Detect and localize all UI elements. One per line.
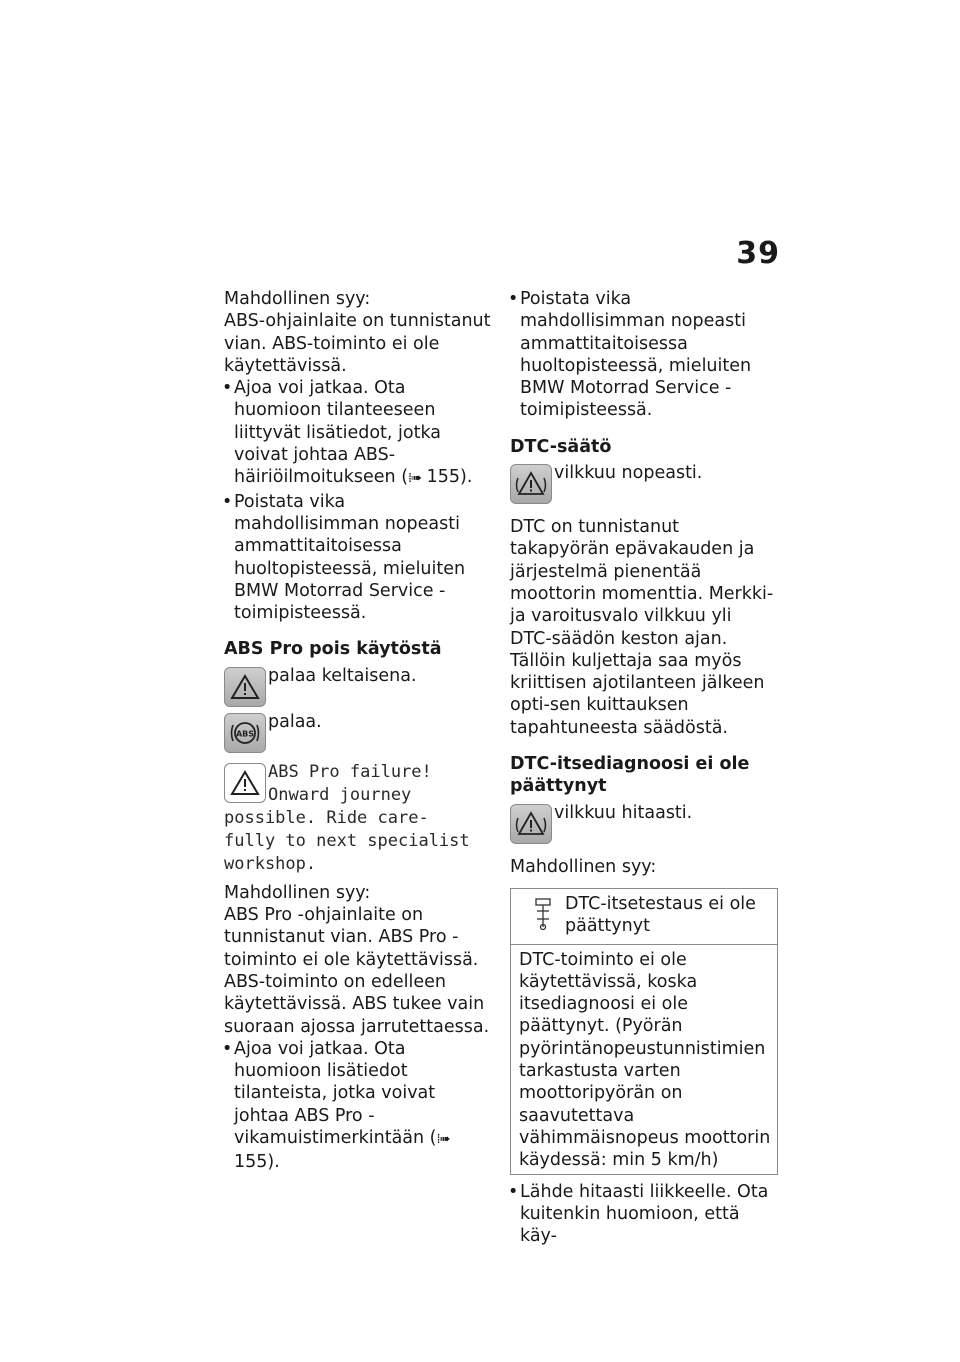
warning-light-row (224, 665, 492, 707)
abs-icon (224, 713, 266, 753)
info-box (510, 888, 778, 1175)
dtc-light-row (510, 462, 778, 504)
dtc-icon (510, 464, 552, 504)
dtc-light-text: vilkkuu nopeasti. (554, 463, 703, 484)
cause-text: ABS-ohjainlaite on tunnistanut vian. ABS-toiminto ei ole käytettävissä. (224, 311, 491, 376)
right-column (510, 288, 778, 1247)
left-column (224, 288, 492, 1174)
bullet-item: • Poistata vika mahdollisimman nopeasti ammattitaitoisessa huoltopisteessä, mieluiten BMW Motorrad Service -toimipisteessä. (224, 491, 492, 625)
cause-label: Mahdollinen syy: (224, 289, 371, 309)
diagnosis-light-row (510, 802, 778, 844)
display-message-row (224, 761, 492, 807)
reference-arrow-icon: ⁞➠ (408, 471, 422, 487)
cause-label: Mahdollinen syy: (224, 882, 371, 903)
display-message-continued: possible. Ride care- fully to next specialist workshop. (224, 807, 470, 874)
abs-pro-heading: ABS Pro pois käytöstä (224, 639, 442, 660)
cause-label: Mahdollinen syy: (510, 856, 657, 877)
measuring-tool-icon (521, 893, 565, 938)
bullet-item: • Poistata vika mahdollisimman nopeasti ammattitaitoisessa huoltopisteessä, mieluiten BMW Motorrad Service -toimipisteessä. (510, 288, 778, 422)
abs-light-row (224, 711, 492, 753)
info-box-body: DTC-toiminto ei ole käytettävissä, koska itsediagnoosi ei ole päättynyt. (Pyörän pyörintänopeustunnistimien tarkastusta varten moottoripyörän on saavutettava vähimmäisnopeus moottorin käydessä: min 5 km/h) (519, 949, 771, 1171)
svg-text:ABS: ABS (235, 729, 255, 739)
warning-light-text: palaa keltaisena. (268, 665, 417, 686)
info-box-title: DTC-itsetestaus ei ole päättynyt (565, 893, 756, 937)
reference-arrow-icon: ⁞➠ (436, 1132, 450, 1148)
warning-triangle-icon (224, 763, 266, 803)
diagnosis-light-text: vilkkuu hitaasti. (554, 802, 693, 823)
dtc-icon (510, 804, 552, 844)
bullet-item: • Ajoa voi jatkaa. Ota huomioon lisätiedot tilanteista, jotka voivat johtaa ABS Pro -vikamuistimerkintään (⁞➠ 155). (224, 1038, 492, 1174)
bullet-item: • Ajoa voi jatkaa. Ota huomioon tilanteeseen liittyvät lisätiedot, jotka voivat johtaa ABS-häiriöilmoitukseen (⁞➠ 155). (224, 377, 492, 490)
diagnosis-heading: DTC-itsediagnoosi ei ole päättynyt (510, 754, 750, 797)
warning-triangle-icon (224, 667, 266, 707)
abs-light-text: palaa. (268, 711, 322, 732)
display-message: ABS Pro failure! Onward journey (268, 761, 432, 805)
page-number: 39 (736, 236, 780, 271)
cause-text: ABS Pro -ohjainlaite on tunnistanut vian. ABS Pro -toiminto ei ole käytettävissä. ABS-toiminto on edelleen käytettävissä. ABS tukee vain suoraan ajossa jarrutettaessa. (224, 905, 490, 1037)
dtc-paragraph: DTC on tunnistanut takapyörän epävakauden ja järjestelmä pienentää moottorin momenttia. Merkki- ja varoitusvalo vilkkuu yli DTC-säädön keston ajan. Tällöin kuljettaja saa myös kriittisen ajotilanteen jälkeen opti-sen kuittauksen tapahtuneesta säädöstä. (510, 517, 774, 738)
bullet-item: • Lähde hitaasti liikkeelle. Ota kuitenkin huomioon, että käy- (510, 1181, 778, 1248)
dtc-heading: DTC-säätö (510, 436, 612, 457)
info-box-header (511, 889, 777, 945)
